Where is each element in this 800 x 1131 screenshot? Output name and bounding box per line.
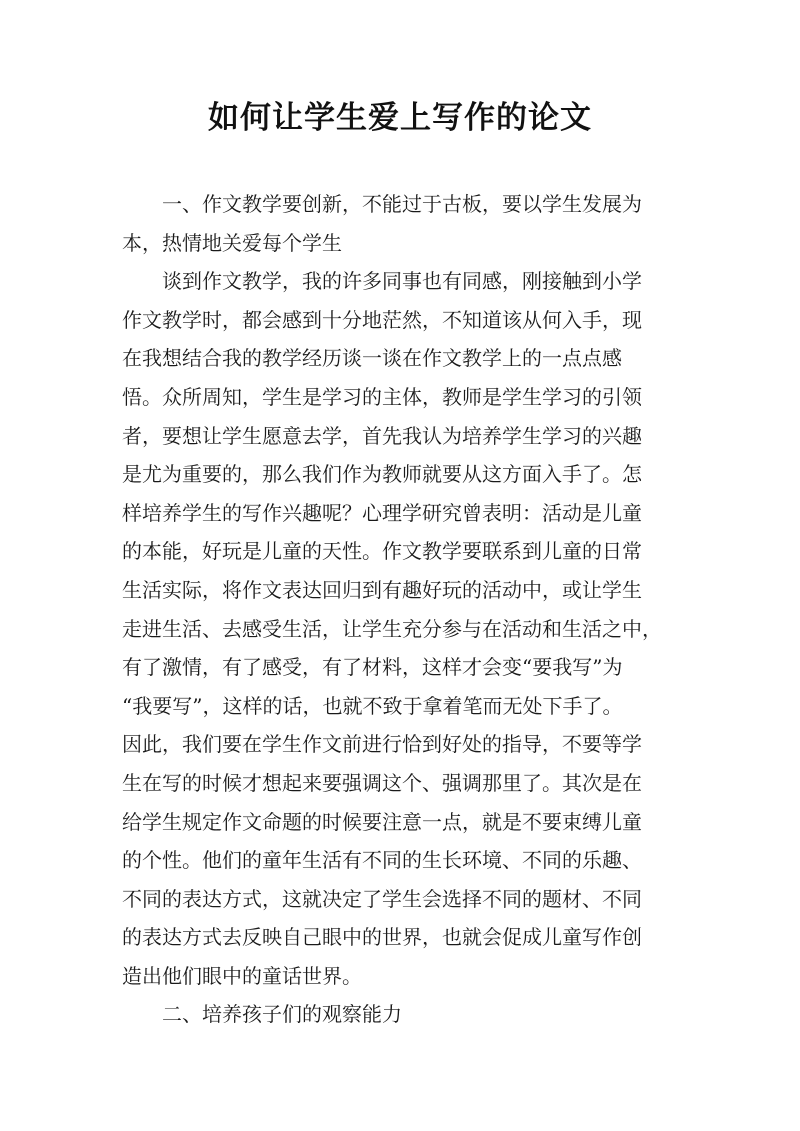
paragraph-line: 者，要想让学生愿意去学，首先我认为培养学生学习的兴趣 (122, 423, 642, 448)
paragraph-line: 的个性。他们的童年生活有不同的生长环境、不同的乐趣、 (122, 848, 642, 873)
paragraph-line: 生活实际，将作文表达回归到有趣好玩的活动中，或让学生 (122, 577, 642, 602)
paragraph-line: 造出他们眼中的童话世界。 (122, 963, 362, 988)
paragraph-line: 因此，我们要在学生作文前进行恰到好处的指导，不要等学 (122, 732, 642, 757)
paragraph-line: 的本能，好玩是儿童的天性。作文教学要联系到儿童的日常 (122, 539, 642, 564)
paragraph-line: 谈到作文教学，我的许多同事也有同感，刚接触到小学 (162, 269, 642, 294)
paragraph-line: 走进生活、去感受生活，让学生充分参与在活动和生活之中， (122, 616, 662, 641)
section-heading-1: 一、作文教学要创新，不能过于古板，要以学生发展为 (162, 192, 642, 216)
paragraph-line: 生在写的时候才想起来要强调这个、强调那里了。其次是在 (122, 770, 642, 795)
paragraph-line: 样培养学生的写作兴趣呢？心理学研究曾表明：活动是儿童 (122, 500, 642, 525)
paragraph-line: 给学生规定作文命题的时候要注意一点，就是不要束缚儿童 (122, 809, 642, 834)
paragraph-line: 有了激情，有了感受，有了材料，这样才会变“要我写”为 (122, 655, 623, 680)
section-heading-1-cont: 本，热情地关爱每个学生 (122, 230, 342, 255)
paragraph-line: 在我想结合我的教学经历谈一谈在作文教学上的一点点感 (122, 346, 622, 371)
paragraph-line: “我要写”，这样的话，也就不致于拿着笔而无处下手了。 (122, 693, 623, 718)
paragraph-line: 不同的表达方式，这就决定了学生会选择不同的题材、不同 (122, 886, 642, 911)
paragraph-line: 悟。众所周知，学生是学习的主体，教师是学生学习的引领 (122, 384, 642, 409)
paragraph-line: 是尤为重要的，那么我们作为教师就要从这方面入手了。怎 (122, 462, 642, 487)
paragraph-line: 作文教学时，都会感到十分地茫然，不知道该从何入手，现 (122, 307, 642, 332)
paragraph-line: 的表达方式去反映自己眼中的世界，也就会促成儿童写作创 (122, 925, 642, 950)
document-title: 如何让学生爱上写作的论文 (208, 100, 592, 136)
section-heading-2: 二、培养孩子们的观察能力 (162, 1002, 402, 1027)
document-body (122, 185, 680, 1034)
